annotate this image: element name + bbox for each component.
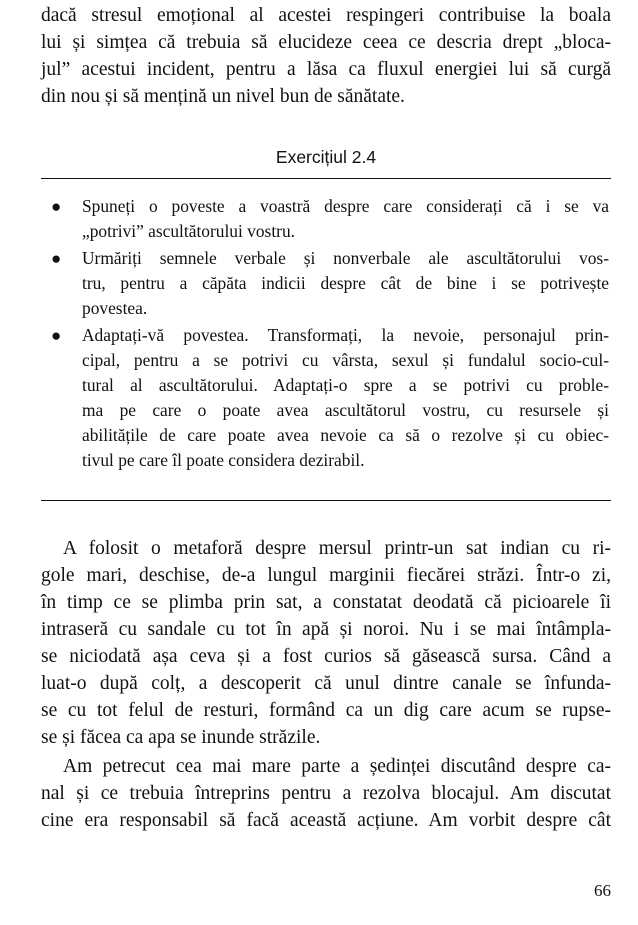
body-line: nal și ce trebuia întreprins pentru a rezolva blocajul. Am discutat (41, 783, 611, 804)
page-number: 66 (594, 881, 611, 900)
exercise-bullet-line: „potrivi” ascultătorului vostru. (82, 221, 295, 241)
intro-line: lui și simțea că trebuia să elucideze ceea ce descria drept „bloca- (41, 32, 611, 53)
exercise-bullet-line: povestea. (82, 298, 148, 318)
body-line: se și făcea ca apa se inunde străzile. (41, 727, 321, 748)
bullet-dot-icon: ● (51, 197, 62, 216)
bullet-dot-icon: ● (51, 249, 62, 268)
body-line (41, 753, 611, 780)
exercise-bottom-rule (41, 500, 611, 501)
body-line: intraseră cu sandale cu tot în apă și noroi. Nu i se mai întâmpla- (41, 619, 611, 640)
body-line: luat-o după colț, a descoperit că unul dintre canale se înfunda- (41, 673, 611, 694)
exercise-bullet-line: cipal, pentru a se potrivi cu vârsta, sexul și fundalul socio-cul- (82, 350, 609, 370)
body-line: în timp ce se plimba prin sat, a constatat deodată că picioarele îi (41, 592, 611, 613)
exercise-bullet-line: Adaptați-vă povestea. Transformați, la nevoie, personajul prin- (82, 325, 609, 345)
exercise-bullet-line: tural al ascultătorului. Adaptați-o spre a se potrivi cu proble- (82, 375, 609, 395)
intro-line: jul” acestui incident, pentru a lăsa ca fluxul energiei lui să curgă (41, 59, 611, 80)
body-line: cine era responsabil să facă această acțiune. Am vorbit despre cât (41, 810, 611, 831)
exercise-bullet-line: abilitățile de care poate avea nevoie ca să o rezolve și cu obiec- (82, 425, 609, 445)
exercise-bullet-line: Urmăriți semnele verbale și nonverbale ale ascultătorului vos- (82, 248, 609, 268)
intro-line: din nou și să mențină un nivel bun de sănătate. (41, 86, 405, 107)
body-line-text: Am petrecut cea mai mare parte a ședinței discutând despre ca- (63, 756, 611, 777)
exercise-top-rule (41, 178, 611, 179)
exercise-title: Exercițiul 2.4 (275, 147, 377, 167)
exercise-bullet-line: tru, pentru a căpăta indicii despre cât de bine i se potrivește (82, 273, 609, 293)
exercise-bullet-line: tivul pe care îl poate considera dezirabil. (82, 450, 365, 470)
body-line: gole mari, deschise, de-a lungul marginii fiecărei străzi. Într-o zi, (41, 565, 611, 586)
intro-line: dacă stresul emoțional al acestei respingeri contribuise la boala (41, 5, 611, 26)
body-line: se niciodată așa ceva și a fost curios să găsească sursa. Când a (41, 646, 611, 667)
body-line: se cu tot felul de resturi, formând ca un dig care acum se rupse- (41, 700, 611, 721)
body-line-text: A folosit o metaforă despre mersul printr-un sat indian cu ri- (63, 538, 611, 559)
bullet-dot-icon: ● (51, 326, 62, 345)
exercise-bullet-line: Spuneți o poveste a voastră despre care considerați că i se va (82, 196, 609, 216)
exercise-bullet-line: ma pe care o poate avea ascultătorul vostru, cu resursele și (82, 400, 609, 420)
body-line (41, 535, 611, 562)
